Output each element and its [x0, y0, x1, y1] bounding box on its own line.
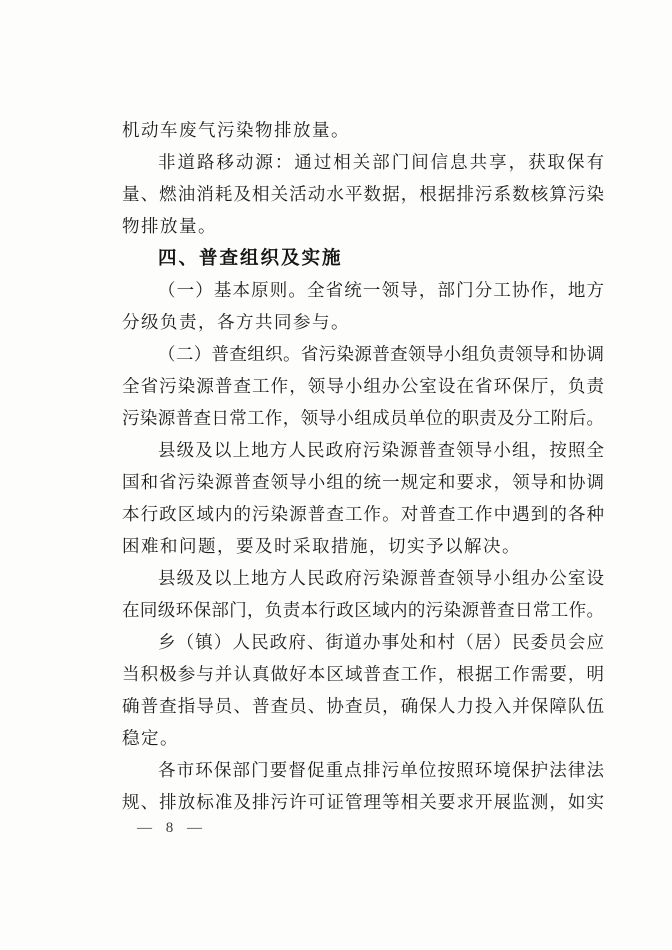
document-body [122, 114, 604, 818]
text-line: （二）普查组织。省污染源普查领导小组负责领导和协调 [158, 344, 604, 364]
text-line: 困难和问题，要及时采取措施，切实予以解决。 [122, 536, 521, 556]
text-line: 国和省污染源普查领导小组的统一规定和要求，领导和协调 [122, 472, 604, 492]
text-line: 确普查指导员、普查员、协查员，确保人力投入并保障队伍 [122, 696, 604, 716]
page-number: — 8 — [137, 820, 207, 836]
text-line: 机动车废气污染物排放量。 [122, 120, 350, 140]
text-line: 分级负责，各方共同参与。 [122, 312, 350, 332]
text-line: 污染源普查日常工作，领导小组成员单位的职责及分工附后。 [122, 408, 604, 428]
text-line: 乡（镇）人民政府、街道办事处和村（居）民委员会应 [158, 632, 604, 652]
section-heading: 四、普查组织及实施 [158, 247, 343, 268]
text-line: 本行政区域内的污染源普查工作。对普查工作中遇到的各种 [122, 504, 604, 524]
text-line: （一）基本原则。全省统一领导，部门分工协作，地方 [158, 280, 604, 300]
text-line: 县级及以上地方人民政府污染源普查领导小组办公室设 [158, 568, 604, 588]
text-line: 县级及以上地方人民政府污染源普查领导小组，按照全 [158, 440, 604, 460]
text-line: 规、排放标准及排污许可证管理等相关要求开展监测，如实 [122, 792, 604, 812]
text-line: 物排放量。 [122, 216, 217, 236]
text-line: 全省污染源普查工作，领导小组办公室设在省环保厅，负责 [122, 376, 604, 396]
text-line: 量、燃油消耗及相关活动水平数据，根据排污系数核算污染 [122, 184, 604, 204]
text-line: 当积极参与并认真做好本区域普查工作，根据工作需要，明 [122, 664, 604, 684]
text-line: 稳定。 [122, 728, 179, 748]
text-line: 各市环保部门要督促重点排污单位按照环境保护法律法 [158, 760, 604, 780]
text-line: 在同级环保部门，负责本行政区域内的污染源普查日常工作。 [122, 600, 604, 620]
text-line: 非道路移动源：通过相关部门间信息共享，获取保有 [158, 152, 604, 172]
